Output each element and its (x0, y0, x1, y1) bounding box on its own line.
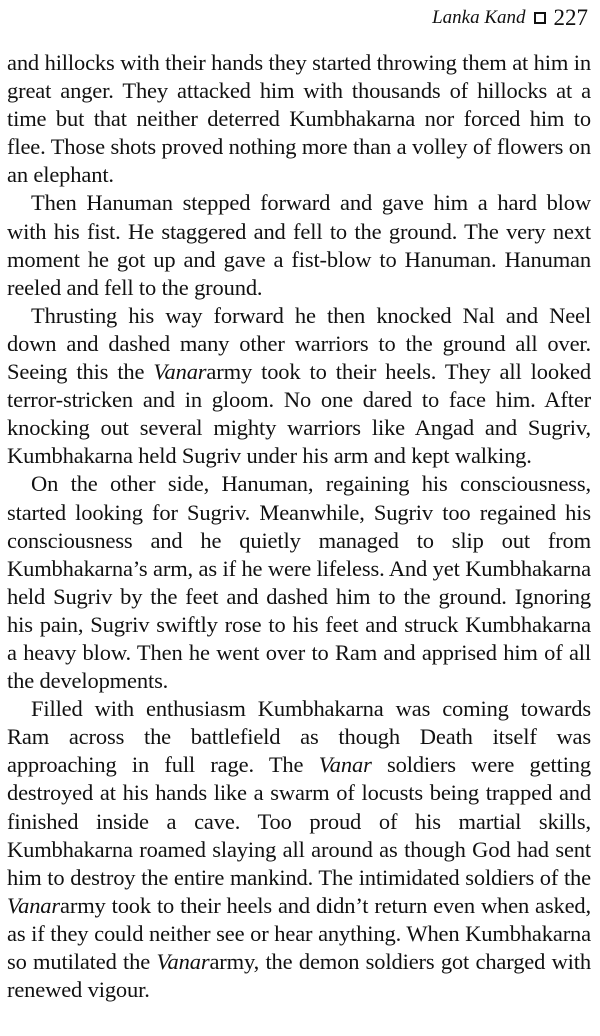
paragraph-2 (7, 189, 591, 301)
section-title: Lanka Kand (432, 7, 526, 28)
paragraph-4 (7, 470, 591, 695)
text-run: soldiers were getting destroyed at his hands like a swarm of locusts being trapped and finished inside a cave. Too proud of his martial skills, Kumbhakarna roamed slaying all around as though God had sent him to destroy the entire mankind. The intimidated soldiers of the (7, 752, 591, 890)
italic-term: Vanar (156, 949, 210, 974)
italic-term: Vanar (153, 359, 207, 385)
paragraph-1 (7, 49, 591, 189)
body-text (7, 49, 591, 1004)
text-run: Filled with enthusiasm Kumbhakarna was coming towards Ram across the battlefield as though Death itself was approaching in full rage. The (7, 696, 591, 778)
italic-term: Vanar (318, 752, 372, 778)
text-run: and hillocks with their hands they started throwing them at him in great anger. They attacked him with thousands of hillocks at a time but that neither deterred Kumbhakarna nor forced him to flee. Those shots proved nothing more than a volley of flowers on an elephant. (7, 50, 591, 188)
text-run: army, the demon soldiers got charged with renewed vigour. (7, 949, 591, 1003)
text-run: Thrusting his way forward he then knocked Nal and Neel down and dashed many other warriors to the ground all over. Seeing this the (7, 302, 591, 385)
running-head (432, 6, 588, 30)
paragraph-5 (7, 695, 591, 1004)
paragraph-3 (7, 302, 591, 471)
text-run: On the other side, Hanuman, regaining his consciousness, started looking for Sugriv. Meanwhile, Sugriv too regained his consciousness and he quietly managed to slip out from Kumbhakarna’s arm, as if he were lifeless. And yet Kumbhakarna held Sugriv by the feet and dashed him to the ground. Ignoring his pain, Sugriv swiftly rose to his feet and struck Kumbhakarna a heavy blow. Then he went over to Ram and apprised him of all the developments. (7, 471, 591, 694)
text-run: army took to their heels. They all looked terror-stricken and in gloom. No one dared to face him. After knocking out several mighty warriors like Angad and Sugriv, Kumbhakarna held Sugriv under his arm and kept walking. (7, 359, 591, 469)
text-run: Then Hanuman stepped forward and gave him a hard blow with his fist. He staggered and fell to the ground. The very next moment he got up and gave a fist-blow to Hanuman. Hanuman reeled and fell to the ground. (7, 190, 591, 300)
page-number: 227 (553, 5, 588, 30)
italic-term: Vanar (7, 892, 61, 918)
square-bullet-icon (534, 12, 546, 24)
text-run: army took to their heels and didn’t return even when asked, as if they could neither see or hear anything. When Kumbhakarna so mutilated the (7, 892, 591, 974)
